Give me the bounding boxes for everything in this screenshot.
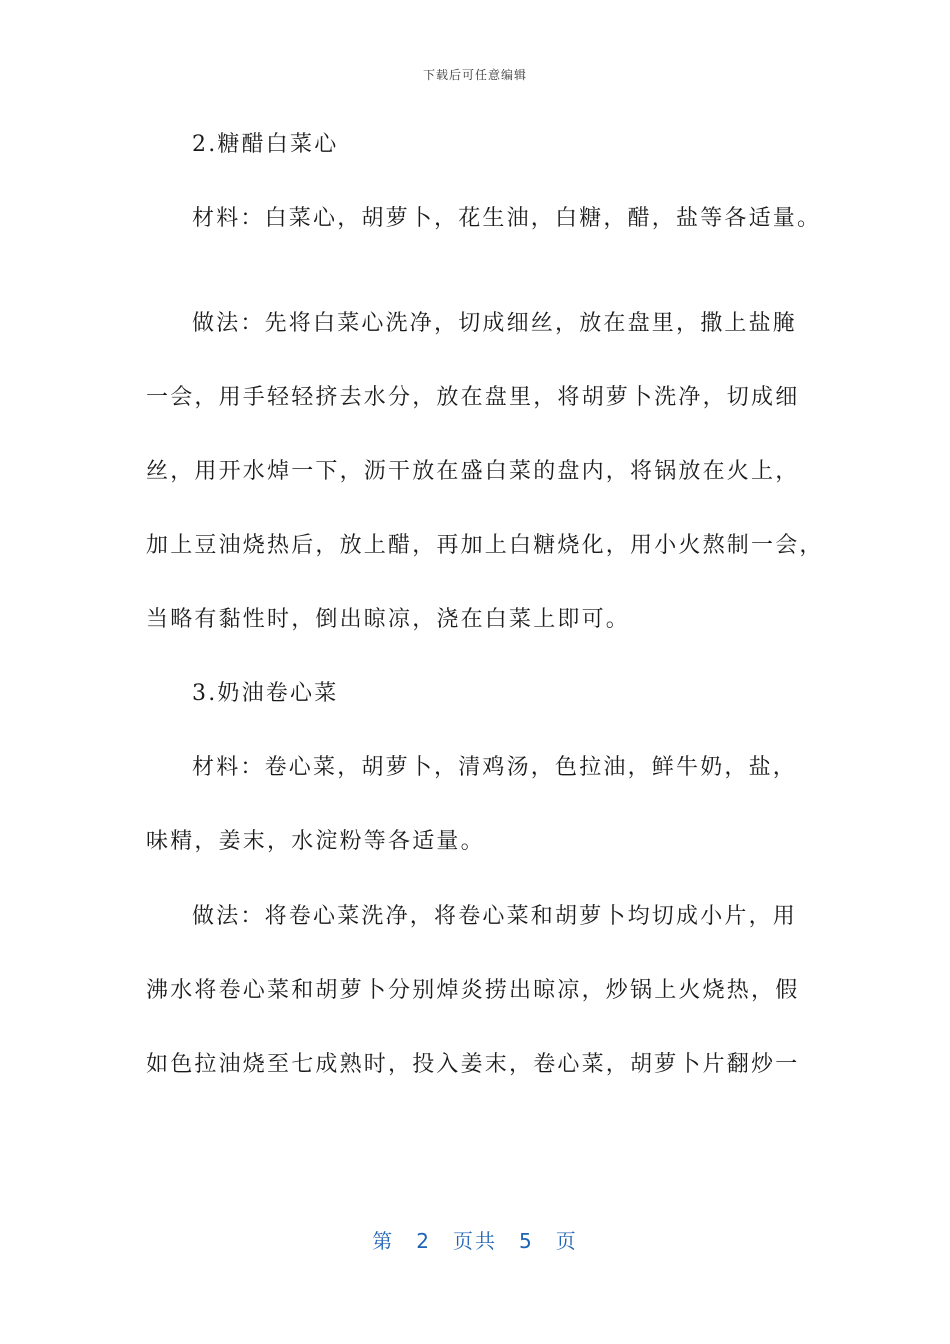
footer-suffix: 页	[555, 1229, 578, 1253]
section-title: 2.糖醋白菜心	[192, 132, 339, 157]
method-line: 做法：先将白菜心洗净，切成细丝，放在盘里，撒上盐腌	[192, 311, 798, 336]
footer-middle: 页共	[453, 1229, 497, 1253]
method-line: 一会，用手轻轻挤去水分，放在盘里，将胡萝卜洗净，切成细	[146, 385, 800, 410]
total-page-number: 5	[519, 1229, 534, 1253]
materials-line: 味精，姜末，水淀粉等各适量。	[146, 829, 485, 854]
method-line: 当略有黏性时，倒出晾凉，浇在白菜上即可。	[146, 607, 631, 632]
materials-line: 材料：白菜心，胡萝卜，花生油，白糖，醋，盐等各适量。	[192, 206, 822, 231]
document-body	[146, 124, 826, 1086]
header-note: 下载后可任意编辑	[422, 68, 527, 82]
current-page-number: 2	[416, 1229, 431, 1253]
method-line: 如色拉油烧至七成熟时，投入姜末，卷心菜，胡萝卜片翻炒一	[146, 1052, 800, 1077]
method-line: 加上豆油烧热后，放上醋，再加上白糖烧化，用小火熬制一会，	[146, 533, 824, 558]
footer-prefix: 第	[372, 1229, 395, 1253]
method-line: 沸水将卷心菜和胡萝卜分别焯炎捞出晾凉，炒锅上火烧热，假	[146, 978, 800, 1003]
method-line: 丝，用开水焯一下，沥干放在盛白菜的盘内，将锅放在火上，	[146, 459, 800, 484]
method-line: 做法：将卷心菜洗净，将卷心菜和胡萝卜均切成小片，用	[192, 904, 798, 929]
section-title: 3.奶油卷心菜	[192, 681, 339, 706]
materials-line: 材料：卷心菜，胡萝卜，清鸡汤，色拉油，鲜牛奶，盐，	[192, 755, 798, 780]
page-footer	[0, 1225, 950, 1254]
